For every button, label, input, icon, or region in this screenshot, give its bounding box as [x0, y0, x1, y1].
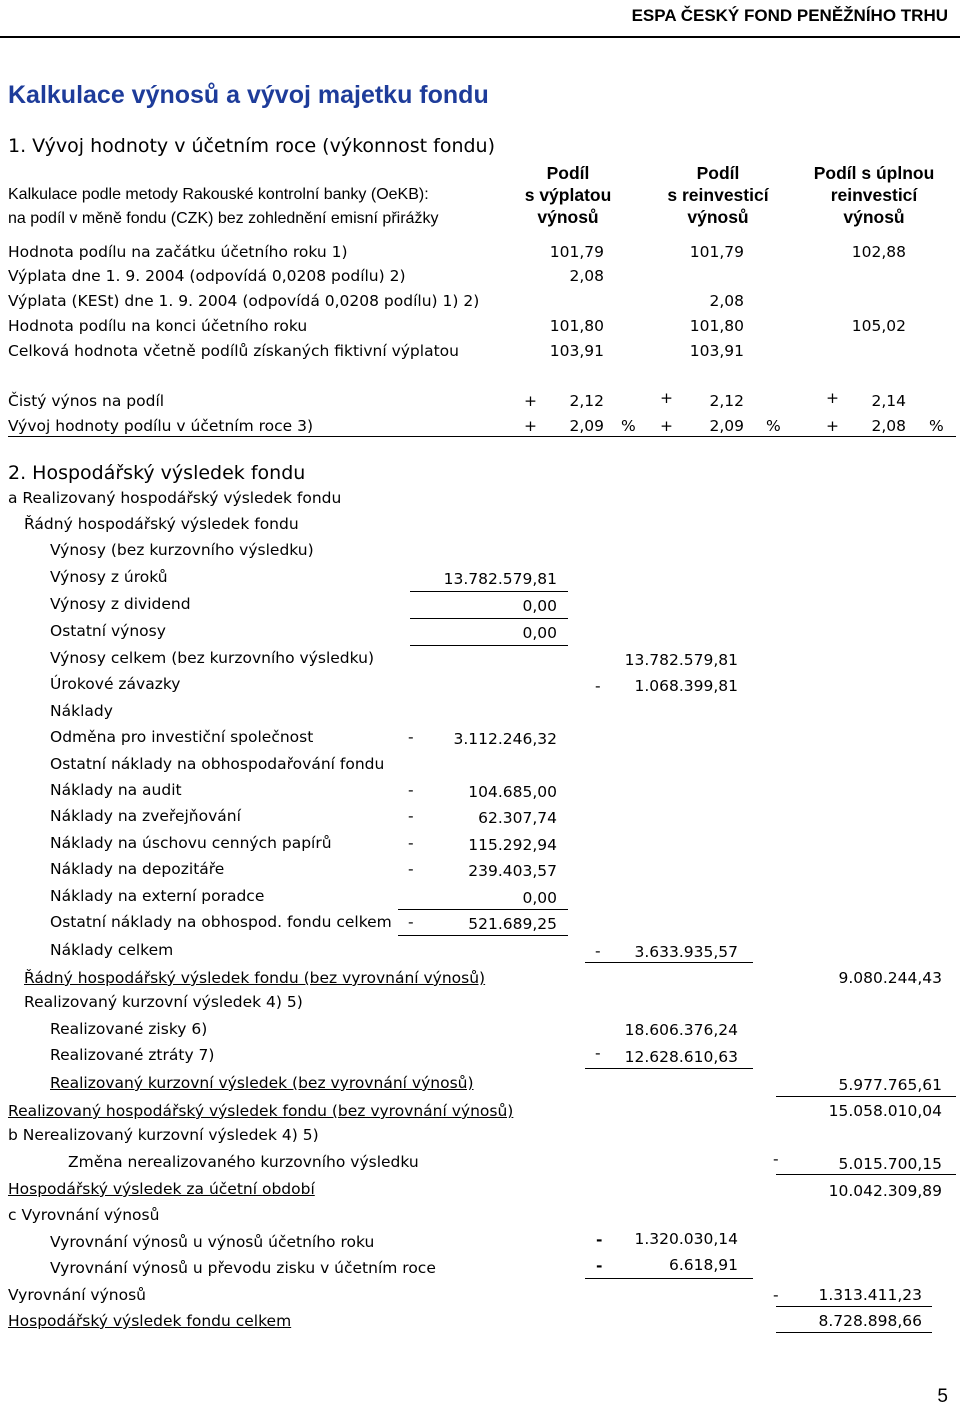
- header-rule: [0, 36, 960, 38]
- method-line-1: Kalkulace podle metody Rakouské kontrolní banky (OeKB):: [8, 186, 429, 203]
- minus-sign: -: [408, 807, 414, 825]
- minus-sign: -: [773, 1150, 779, 1168]
- percent-unit: %: [621, 417, 636, 435]
- line-label: Úrokové závazky: [50, 675, 181, 693]
- minus-sign: -: [596, 1231, 603, 1249]
- line-label: Náklady na externí poradce: [50, 887, 265, 905]
- line-value: 239.403,57: [468, 862, 557, 880]
- row-label: Hodnota podílu na konci účetního roku: [8, 317, 308, 335]
- row-label: Hodnota podílu na začátku účetního roku 1): [8, 243, 348, 261]
- line-value: 9.080.244,43: [838, 969, 942, 987]
- subsection-c-title: c Vyrovnání výnosů: [8, 1206, 160, 1224]
- line-label: Vyrovnání výnosů: [8, 1286, 146, 1304]
- cell-reinvest: 103,91: [689, 342, 744, 360]
- minus-sign: -: [773, 1286, 779, 1304]
- sign: +: [524, 392, 537, 410]
- column-header-full-reinvest: Podíl s úplnou reinvesticí výnosů: [813, 163, 935, 227]
- line-label: Realizované zisky 6): [50, 1020, 208, 1038]
- column-header-payout: Podíl s výplatou výnosů: [524, 163, 612, 227]
- line-value: 1.313.411,23: [818, 1286, 922, 1304]
- line-value: 13.782.579,81: [443, 570, 557, 588]
- line-label: Ostatní výnosy: [50, 622, 166, 640]
- line-label: Odměna pro investiční společnost: [50, 728, 314, 746]
- cell-reinvest: 101,80: [689, 317, 744, 335]
- line-label: Náklady celkem: [50, 941, 174, 959]
- line-label: Realizovaný kurzovní výsledek (bez vyrovnání výnosů): [50, 1074, 474, 1092]
- line-value: 62.307,74: [478, 809, 557, 827]
- line-value: 0,00: [522, 597, 557, 615]
- line-label: Vyrovnání výnosů u převodu zisku v účetním roce: [50, 1259, 436, 1277]
- line-value: 12.628.610,63: [624, 1048, 738, 1066]
- line-value: 6.618,91: [668, 1256, 738, 1274]
- performance-full-reinvest: 2,08: [871, 417, 906, 435]
- cell-payout: 103,91: [549, 342, 604, 360]
- minus-sign: -: [595, 677, 601, 695]
- line-value: 115.292,94: [468, 836, 557, 854]
- line-label: Změna nerealizovaného kurzovního výsledku: [68, 1153, 419, 1171]
- performance-reinvest: 2,09: [709, 417, 744, 435]
- subsection-a-title: a Realizovaný hospodářský výsledek fondu: [8, 489, 342, 507]
- performance-label: Vývoj hodnoty podílu v účetním roce 3): [8, 417, 314, 435]
- line-value: 10.042.309,89: [828, 1182, 942, 1200]
- percent-unit: %: [929, 417, 944, 435]
- document-header: ESPA ČESKÝ FOND PENĚŽNÍHO TRHU: [631, 6, 948, 25]
- net-yield-payout: 2,12: [569, 392, 604, 410]
- naklady-title: Náklady: [50, 702, 113, 720]
- sign: +: [660, 389, 673, 407]
- sign: +: [524, 417, 537, 435]
- cell-full-reinvest: 102,88: [851, 243, 906, 261]
- underline-rule: [398, 935, 568, 936]
- section2-heading: 2. Hospodářský výsledek fondu: [8, 462, 306, 484]
- underline-rule: [585, 1068, 753, 1069]
- cell-payout: 2,08: [569, 267, 604, 285]
- line-label: Vyrovnání výnosů u výnosů účetního roku: [50, 1233, 375, 1251]
- line-value: 5.977.765,61: [838, 1076, 942, 1094]
- page-title: Kalkulace výnosů a vývoj majetku fondu: [8, 81, 489, 109]
- subsection-b-title: b Nerealizovaný kurzovní výsledek 4) 5): [8, 1126, 319, 1144]
- kurzovni-title: Realizovaný kurzovní výsledek 4) 5): [24, 993, 303, 1011]
- section1-bottom-rule: [8, 436, 956, 437]
- line-value: 0,00: [522, 889, 557, 907]
- underline-rule: [776, 1306, 932, 1307]
- column-header-reinvest: Podíl s reinvesticí výnosů: [667, 163, 769, 227]
- row-label: Výplata (KESt) dne 1. 9. 2004 (odpovídá 0,0208 podílu) 1) 2): [8, 292, 480, 310]
- line-value: 15.058.010,04: [828, 1102, 942, 1120]
- minus-sign: -: [408, 860, 414, 878]
- line-value: 18.606.376,24: [624, 1021, 738, 1039]
- sign: +: [826, 389, 839, 407]
- minus-sign: -: [408, 913, 414, 931]
- cell-full-reinvest: 105,02: [851, 317, 906, 335]
- underline-rule: [410, 618, 568, 619]
- line-value: 13.782.579,81: [624, 651, 738, 669]
- line-label: Náklady na úschovu cenných papírů: [50, 834, 332, 852]
- minus-sign: -: [596, 1257, 603, 1275]
- line-value: 8.728.898,66: [818, 1312, 922, 1330]
- line-value: 0,00: [522, 624, 557, 642]
- line-label: Výnosy z úroků: [50, 568, 168, 586]
- minus-sign: -: [408, 781, 414, 799]
- sign: +: [660, 417, 673, 435]
- minus-sign: -: [595, 1044, 601, 1062]
- vynosy-title: Výnosy (bez kurzovního výsledku): [50, 541, 314, 559]
- cell-reinvest: 2,08: [709, 292, 744, 310]
- underline-rule: [776, 1332, 932, 1333]
- underline-rule: [585, 1278, 753, 1279]
- line-label: Hospodářský výsledek fondu celkem: [8, 1312, 292, 1330]
- cell-reinvest: 101,79: [689, 243, 744, 261]
- underline-rule: [398, 909, 568, 910]
- line-label: Ostatní náklady na obhospod. fondu celkem: [50, 913, 392, 931]
- line-value: 3.112.246,32: [453, 730, 557, 748]
- line-label: Řádný hospodářský výsledek fondu (bez vyrovnání výnosů): [24, 969, 486, 987]
- net-yield-full-reinvest: 2,14: [871, 392, 906, 410]
- line-label: Náklady na zveřejňování: [50, 807, 241, 825]
- underline-rule: [585, 962, 753, 963]
- page-number: 5: [937, 1386, 948, 1407]
- minus-sign: -: [408, 728, 414, 746]
- row-label: Celková hodnota včetně podílů získaných fiktivní výplatou: [8, 342, 459, 360]
- line-value: 5.015.700,15: [838, 1155, 942, 1173]
- performance-payout: 2,09: [569, 417, 604, 435]
- underline-rule: [410, 645, 568, 646]
- line-label: Náklady na audit: [50, 781, 182, 799]
- ostatni-naklady-title: Ostatní náklady na obhospodařování fondu: [50, 755, 385, 773]
- line-label: Hospodářský výsledek za účetní období: [8, 1180, 315, 1198]
- line-label: Výnosy celkem (bez kurzovního výsledku): [50, 649, 375, 667]
- row-label: Výplata dne 1. 9. 2004 (odpovídá 0,0208 podílu) 2): [8, 267, 406, 285]
- percent-unit: %: [766, 417, 781, 435]
- line-label: Výnosy z dividend: [50, 595, 191, 613]
- underline-rule: [776, 1096, 956, 1097]
- line-label: Realizované ztráty 7): [50, 1046, 215, 1064]
- line-value: 104.685,00: [468, 783, 557, 801]
- minus-sign: -: [595, 942, 601, 960]
- minus-sign: -: [408, 834, 414, 852]
- line-label: Náklady na depozitáře: [50, 860, 225, 878]
- radny-title: Řádný hospodářský výsledek fondu: [24, 515, 299, 533]
- line-value: 1.320.030,14: [634, 1230, 738, 1248]
- cell-payout: 101,79: [549, 243, 604, 261]
- underline-rule: [776, 1174, 956, 1175]
- net-yield-reinvest: 2,12: [709, 392, 744, 410]
- line-label: Realizovaný hospodářský výsledek fondu (bez vyrovnání výnosů): [8, 1102, 514, 1120]
- sign: +: [826, 417, 839, 435]
- net-yield-label: Čistý výnos na podíl: [8, 392, 165, 410]
- underline-rule: [410, 591, 568, 592]
- section1-heading: 1. Vývoj hodnoty v účetním roce (výkonnost fondu): [8, 135, 496, 157]
- cell-payout: 101,80: [549, 317, 604, 335]
- line-value: 521.689,25: [468, 915, 557, 933]
- line-value: 3.633.935,57: [634, 943, 738, 961]
- line-value: 1.068.399,81: [634, 677, 738, 695]
- method-line-2: na podíl v měně fondu (CZK) bez zohlednění emisní přirážky: [8, 210, 439, 227]
